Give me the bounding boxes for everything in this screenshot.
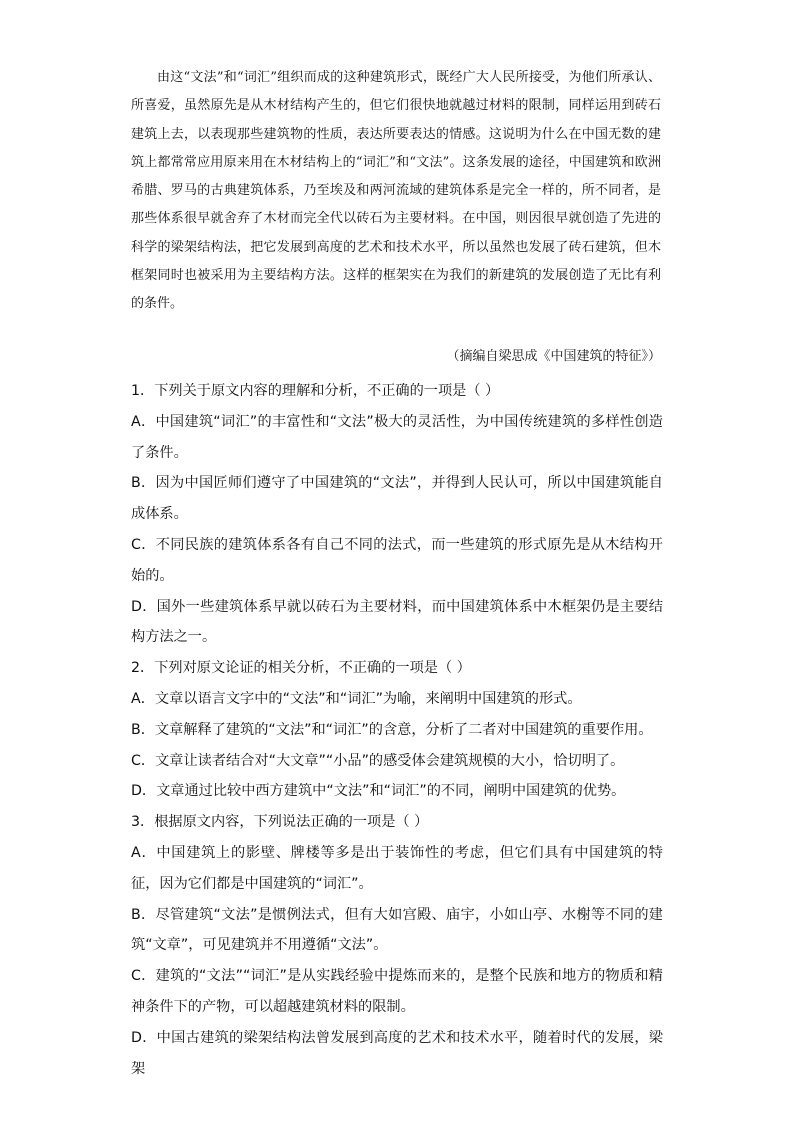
option-c: C．建筑的“文法”“词汇”是从实践经验中提炼而来的，是整个民族和地方的物质和精神条件下的产物，可以超越建筑材料的限制。 bbox=[131, 968, 663, 1015]
option-b: B．文章解释了建筑的“文法”和“词汇”的含意，分析了二者对中国建筑的重要作用。 bbox=[131, 721, 653, 738]
option-c: C．不同民族的建筑体系各有自己不同的法式，而一些建筑的形式原先是从木结构开始的。 bbox=[131, 536, 663, 584]
question-stem: 3．根据原文内容，下列说法正确的一项是（ ） bbox=[131, 814, 429, 831]
option-b: B．因为中国匠师们遵守了中国建筑的“文法”，并得到人民认可，所以中国建筑能自成体系。 bbox=[131, 475, 663, 523]
option-b: B．尽管建筑“文法”是惯例法式，但有大如宫殿、庙宇，小如山亭、水榭等不同的建筑“文章”，可见建筑并不用遵循“文法”。 bbox=[131, 906, 663, 954]
option-d: D．文章通过比较中西方建筑中“文法”和“词汇”的不同，阐明中国建筑的优势。 bbox=[131, 783, 626, 800]
passage-paragraph: 由这“文法”和“词汇”组织而成的这种建筑形式，既经广大人民所接受，为他们所承认、所喜爱，虽然原先是从木材结构产生的，但它们很快地就越过材料的限制，同样运用到砖石建筑上去，以表现那些建筑物的性质，表达所要表达的情感。这说明为什么在中国无数的建筑上都常常应用原来用在木材结构上的“词汇”和“文法”。这条发展的途径，中国建筑和欧洲希腊、罗马的古典建筑体系，乃至埃及和两河流域的建筑体系是完全一样的，所不同者，是那些体系很早就舍弃了木材而完全代以砖石为主要材料。在中国，则因很早就创造了先进的科学的梁架结构法，把它发展到高度的艺术和技术水平，所以虽然也发展了砖石建筑，但木框架同时也被采用为主要结构方法。这样的框架实在为我们的新建筑的发展创造了无比有利的条件。 bbox=[131, 70, 661, 312]
question-2 bbox=[131, 653, 663, 807]
question-list bbox=[131, 376, 663, 1084]
option-d: D．中国古建筑的梁架结构法曾发展到高度的艺术和技术水平，随着时代的发展，梁架 bbox=[131, 1029, 663, 1077]
option-d: D．国外一些建筑体系早就以砖石为主要材料，而中国建筑体系中木框架仍是主要结构方法之一。 bbox=[131, 598, 663, 646]
option-a: A．文章以语言文字中的“文法”和“词汇”为喻，来阐明中国建筑的形式。 bbox=[131, 690, 582, 707]
passage-source: （摘编自梁思成《中国建筑的特征》） bbox=[446, 349, 661, 364]
question-stem: 2．下列对原文论证的相关分析，不正确的一项是（ ） bbox=[131, 660, 471, 677]
option-c: C．文章让读者结合对“大文章”“小品”的感受体会建筑规模的大小，恰切明了。 bbox=[131, 752, 625, 769]
question-3 bbox=[131, 807, 663, 1084]
option-a: A．中国建筑上的影壁、牌楼等多是出于装饰性的考虑，但它们具有中国建筑的特征，因为它们都是中国建筑的“词汇”。 bbox=[131, 844, 663, 892]
question-1 bbox=[131, 376, 663, 653]
option-a: A．中国建筑“词汇”的丰富性和“文法”极大的灵活性，为中国传统建筑的多样性创造了条件。 bbox=[131, 413, 663, 461]
question-stem: 1．下列关于原文内容的理解和分析，不正确的一项是（ ） bbox=[131, 383, 500, 399]
